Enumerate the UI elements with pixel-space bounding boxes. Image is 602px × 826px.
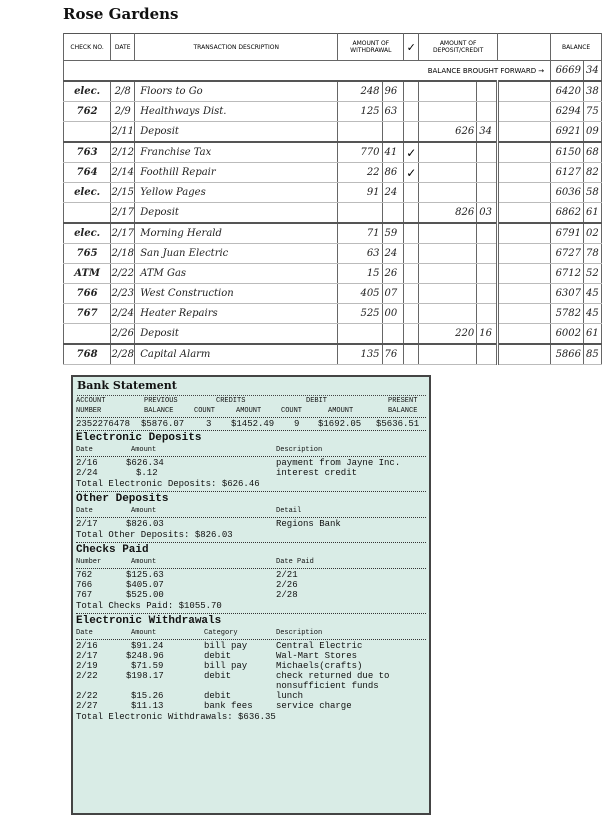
deposit-dollars-cell bbox=[419, 81, 477, 102]
check-mark-cell bbox=[404, 264, 419, 284]
date-cell: 2/14 bbox=[111, 163, 135, 183]
column-header-row bbox=[76, 628, 426, 638]
check-number-cell: elec. bbox=[64, 81, 111, 102]
spacer-cell bbox=[498, 102, 551, 122]
withdrawal-category: debit bbox=[204, 691, 232, 701]
balance-cents-cell: 75 bbox=[584, 102, 602, 122]
date-cell: 2/11 bbox=[111, 122, 135, 143]
balance-dollars-cell: 6727 bbox=[551, 244, 584, 264]
check-number-cell bbox=[64, 122, 111, 143]
withdrawal-dollars-cell: 770 bbox=[338, 142, 382, 163]
page-title: Rose Gardens bbox=[63, 5, 179, 23]
deposit-dollars-cell: 220 bbox=[419, 324, 477, 345]
total-electronic-deposits: Total Electronic Deposits: $626.46 bbox=[76, 479, 260, 489]
check-number-cell bbox=[64, 324, 111, 345]
table-row bbox=[64, 284, 602, 304]
table-row bbox=[64, 324, 602, 345]
check-number: 766 bbox=[76, 580, 93, 590]
check-number-cell: elec. bbox=[64, 183, 111, 203]
withdrawal-amount: $198.17 bbox=[126, 671, 164, 681]
withdrawal-amount: $248.96 bbox=[126, 651, 164, 661]
spacer-cell bbox=[498, 344, 551, 365]
electronic-withdrawals-heading: Electronic Withdrawals bbox=[76, 615, 222, 627]
withdrawal-cents-cell bbox=[382, 203, 404, 224]
check-number-cell: ATM bbox=[64, 264, 111, 284]
withdrawal-dollars-cell: 63 bbox=[338, 244, 382, 264]
check-mark-cell bbox=[404, 183, 419, 203]
list-item bbox=[76, 651, 426, 661]
withdrawal-dollars-cell: 71 bbox=[338, 223, 382, 244]
list-item bbox=[76, 661, 426, 671]
spacer-cell bbox=[498, 142, 551, 163]
balance-dollars-cell: 6862 bbox=[551, 203, 584, 224]
balance-cents-cell: 02 bbox=[584, 223, 602, 244]
deposit-dollars-cell bbox=[419, 102, 477, 122]
spacer-cell bbox=[498, 244, 551, 264]
check-number-cell: 763 bbox=[64, 142, 111, 163]
check-number-cell bbox=[64, 203, 111, 224]
deposit-amount: $626.34 bbox=[126, 458, 164, 468]
date-cell: 2/12 bbox=[111, 142, 135, 163]
date-cell: 2/8 bbox=[111, 81, 135, 102]
deposit-dollars-cell bbox=[419, 264, 477, 284]
list-item bbox=[76, 641, 426, 651]
withdrawal-cents-cell: 96 bbox=[382, 81, 404, 102]
total-other-deposits: Total Other Deposits: $826.03 bbox=[76, 530, 233, 540]
deposit-dollars-cell bbox=[419, 244, 477, 264]
check-mark-cell bbox=[404, 244, 419, 264]
description-cell: Floors to Go bbox=[135, 81, 338, 102]
column-header: Description bbox=[276, 446, 323, 454]
summary-header-1 bbox=[76, 396, 426, 406]
list-item bbox=[76, 519, 426, 529]
table-row bbox=[64, 142, 602, 163]
date-cell: 2/22 bbox=[111, 264, 135, 284]
table-row bbox=[64, 304, 602, 324]
debit-count: 9 bbox=[294, 419, 300, 429]
deposit-cents-cell bbox=[477, 284, 498, 304]
column-header: Date bbox=[76, 507, 93, 515]
withdrawal-cents-cell: 00 bbox=[382, 304, 404, 324]
balance-dollars-cell: 6791 bbox=[551, 223, 584, 244]
check-mark-cell bbox=[404, 223, 419, 244]
description-cell: Heater Repairs bbox=[135, 304, 338, 324]
summary-header: COUNT bbox=[281, 407, 303, 415]
balance-cents: 34 bbox=[584, 61, 602, 82]
summary-header: PRESENT bbox=[388, 397, 418, 405]
balance-cents-cell: 82 bbox=[584, 163, 602, 183]
column-header: Number bbox=[76, 558, 102, 566]
column-header: Amount bbox=[131, 446, 157, 454]
header-balance: BALANCE bbox=[551, 34, 602, 61]
check-mark-cell bbox=[404, 284, 419, 304]
table-row bbox=[64, 81, 602, 102]
summary-header: AMOUNT bbox=[328, 407, 354, 415]
spacer-cell bbox=[498, 122, 551, 143]
check-number-cell: 764 bbox=[64, 163, 111, 183]
divider bbox=[76, 568, 426, 569]
divider bbox=[76, 542, 426, 543]
description-cell: Franchise Tax bbox=[135, 142, 338, 163]
column-header: Detail bbox=[276, 507, 302, 515]
balance-cents-cell: 85 bbox=[584, 344, 602, 365]
spacer-cell bbox=[498, 264, 551, 284]
withdrawal-description-cont: nonsufficient funds bbox=[276, 681, 379, 691]
withdrawal-description: Central Electric bbox=[276, 641, 363, 651]
deposit-dollars-cell bbox=[419, 223, 477, 244]
check-date-paid: 2/21 bbox=[276, 570, 298, 580]
column-header: Date Paid bbox=[276, 558, 314, 566]
withdrawal-date: 2/16 bbox=[76, 641, 98, 651]
withdrawal-description: Michaels(crafts) bbox=[276, 661, 363, 671]
check-number-cell: 767 bbox=[64, 304, 111, 324]
withdrawal-cents-cell: 07 bbox=[382, 284, 404, 304]
balance-cents-cell: 78 bbox=[584, 244, 602, 264]
date-cell: 2/28 bbox=[111, 344, 135, 365]
description-cell: San Juan Electric bbox=[135, 244, 338, 264]
column-header: Amount bbox=[131, 558, 157, 566]
withdrawal-cents-cell: 59 bbox=[382, 223, 404, 244]
deposit-description: interest credit bbox=[276, 468, 358, 478]
withdrawal-cents-cell bbox=[382, 122, 404, 143]
present-balance: $5636.51 bbox=[376, 419, 420, 429]
withdrawal-cents-cell bbox=[382, 324, 404, 345]
summary-header: BALANCE bbox=[388, 407, 418, 415]
list-item bbox=[76, 458, 426, 468]
withdrawal-cents-cell: 63 bbox=[382, 102, 404, 122]
deposit-cents-cell bbox=[477, 304, 498, 324]
deposit-dollars-cell bbox=[419, 344, 477, 365]
check-mark-cell: ✓ bbox=[404, 142, 419, 163]
list-item bbox=[76, 671, 426, 691]
spacer-cell bbox=[498, 223, 551, 244]
summary-header: NUMBER bbox=[76, 407, 102, 415]
spacer-cell bbox=[498, 324, 551, 345]
withdrawal-category: debit bbox=[204, 671, 232, 681]
divider bbox=[76, 491, 426, 492]
check-number: 767 bbox=[76, 590, 93, 600]
deposit-cents-cell: 16 bbox=[477, 324, 498, 345]
description-cell: Deposit bbox=[135, 203, 338, 224]
withdrawal-description: service charge bbox=[276, 701, 352, 711]
withdrawal-dollars-cell: 248 bbox=[338, 81, 382, 102]
summary-header: PREVIOUS bbox=[144, 397, 178, 405]
deposit-dollars-cell: 826 bbox=[419, 203, 477, 224]
header-description: TRANSACTION DESCRIPTION bbox=[135, 34, 338, 61]
date-cell: 2/24 bbox=[111, 304, 135, 324]
header-deposit: AMOUNT OF DEPOSIT/CREDIT bbox=[419, 34, 498, 61]
balance-dollars-cell: 6150 bbox=[551, 142, 584, 163]
debit-amount: $1692.05 bbox=[318, 419, 362, 429]
check-number-cell: 762 bbox=[64, 102, 111, 122]
withdrawal-dollars-cell bbox=[338, 324, 382, 345]
credit-amount: $1452.49 bbox=[231, 419, 275, 429]
deposit-dollars-cell bbox=[419, 142, 477, 163]
withdrawal-category: bill pay bbox=[204, 661, 248, 671]
account-number: 2352276478 bbox=[76, 419, 131, 429]
withdrawal-cents-cell: 24 bbox=[382, 244, 404, 264]
statement-title: Bank Statement bbox=[77, 379, 426, 396]
table-row bbox=[64, 244, 602, 264]
deposit-date: 2/17 bbox=[76, 519, 98, 529]
deposit-cents-cell bbox=[477, 223, 498, 244]
divider bbox=[76, 456, 426, 457]
date-cell: 2/17 bbox=[111, 203, 135, 224]
date-cell: 2/15 bbox=[111, 183, 135, 203]
check-amount: $125.63 bbox=[126, 570, 164, 580]
description-cell: Morning Herald bbox=[135, 223, 338, 244]
withdrawal-amount: $15.26 bbox=[131, 691, 164, 701]
deposit-dollars-cell bbox=[419, 183, 477, 203]
header-spacer bbox=[498, 34, 551, 61]
deposit-detail: Regions Bank bbox=[276, 519, 341, 529]
deposit-description: payment from Jayne Inc. bbox=[276, 458, 401, 468]
check-number-cell: elec. bbox=[64, 223, 111, 244]
balance-cents-cell: 38 bbox=[584, 81, 602, 102]
check-mark-cell bbox=[404, 122, 419, 143]
deposit-cents-cell bbox=[477, 244, 498, 264]
deposit-cents-cell bbox=[477, 183, 498, 203]
divider bbox=[76, 430, 426, 431]
withdrawal-dollars-cell: 15 bbox=[338, 264, 382, 284]
header-check-mark: ✓ bbox=[404, 34, 419, 61]
description-cell: Healthways Dist. bbox=[135, 102, 338, 122]
summary-header: CREDITS bbox=[216, 397, 246, 405]
header-check-no: CHECK NO. bbox=[64, 34, 111, 61]
withdrawal-dollars-cell: 405 bbox=[338, 284, 382, 304]
other-deposits-heading: Other Deposits bbox=[76, 493, 169, 505]
table-row bbox=[64, 344, 602, 365]
summary-header: ACCOUNT bbox=[76, 397, 106, 405]
table-row bbox=[64, 264, 602, 284]
withdrawal-dollars-cell bbox=[338, 122, 382, 143]
spacer-cell bbox=[498, 284, 551, 304]
description-cell: West Construction bbox=[135, 284, 338, 304]
withdrawal-cents-cell: 26 bbox=[382, 264, 404, 284]
balance-cents-cell: 09 bbox=[584, 122, 602, 143]
date-cell: 2/23 bbox=[111, 284, 135, 304]
table-row bbox=[64, 203, 602, 224]
balance-dollars-cell: 6712 bbox=[551, 264, 584, 284]
spacer-cell bbox=[498, 183, 551, 203]
withdrawal-dollars-cell: 135 bbox=[338, 344, 382, 365]
withdrawal-amount: $91.24 bbox=[131, 641, 164, 651]
total-checks-paid: Total Checks Paid: $1055.70 bbox=[76, 601, 222, 611]
balance-cents-cell: 58 bbox=[584, 183, 602, 203]
balance-cents-cell: 52 bbox=[584, 264, 602, 284]
deposit-date: 2/16 bbox=[76, 458, 98, 468]
withdrawal-cents-cell: 41 bbox=[382, 142, 404, 163]
list-item bbox=[76, 691, 426, 701]
summary-header: BALANCE bbox=[144, 407, 174, 415]
column-header: Amount bbox=[131, 629, 157, 637]
balance-cents-cell: 45 bbox=[584, 284, 602, 304]
table-row bbox=[64, 102, 602, 122]
withdrawal-date: 2/27 bbox=[76, 701, 98, 711]
withdrawal-description: lunch bbox=[276, 691, 304, 701]
balance-cents-cell: 61 bbox=[584, 203, 602, 224]
check-mark-cell bbox=[404, 81, 419, 102]
deposit-cents-cell: 34 bbox=[477, 122, 498, 143]
deposit-dollars-cell: 626 bbox=[419, 122, 477, 143]
table-row bbox=[64, 183, 602, 203]
balance-dollars-cell: 6294 bbox=[551, 102, 584, 122]
withdrawal-date: 2/17 bbox=[76, 651, 98, 661]
list-item bbox=[76, 590, 426, 600]
divider bbox=[76, 613, 426, 614]
check-register bbox=[63, 33, 602, 365]
withdrawal-dollars-cell: 22 bbox=[338, 163, 382, 183]
brought-forward-label: BALANCE BROUGHT FORWARD → bbox=[64, 61, 551, 82]
withdrawal-description: check returned due to bbox=[276, 671, 390, 681]
withdrawal-dollars-cell bbox=[338, 203, 382, 224]
column-header: Category bbox=[204, 629, 238, 637]
column-header-row bbox=[76, 557, 426, 567]
description-cell: ATM Gas bbox=[135, 264, 338, 284]
deposit-dollars-cell bbox=[419, 304, 477, 324]
table-row bbox=[64, 223, 602, 244]
register-header-row bbox=[64, 34, 602, 61]
withdrawal-category: bill pay bbox=[204, 641, 248, 651]
brought-forward-row bbox=[64, 61, 602, 82]
check-date-paid: 2/28 bbox=[276, 590, 298, 600]
balance-dollars-cell: 6127 bbox=[551, 163, 584, 183]
column-header: Date bbox=[76, 629, 93, 637]
spacer-cell bbox=[498, 81, 551, 102]
previous-balance: $5876.07 bbox=[141, 419, 185, 429]
table-row bbox=[64, 122, 602, 143]
column-header-row bbox=[76, 445, 426, 455]
deposit-amount: $826.03 bbox=[126, 519, 164, 529]
balance-dollars-cell: 5866 bbox=[551, 344, 584, 365]
description-cell: Capital Alarm bbox=[135, 344, 338, 365]
description-cell: Deposit bbox=[135, 122, 338, 143]
date-cell: 2/18 bbox=[111, 244, 135, 264]
description-cell: Foothill Repair bbox=[135, 163, 338, 183]
date-cell: 2/26 bbox=[111, 324, 135, 345]
deposit-date: 2/24 bbox=[76, 468, 98, 478]
column-header: Amount bbox=[131, 507, 157, 515]
divider bbox=[76, 417, 426, 418]
deposit-cents-cell bbox=[477, 264, 498, 284]
withdrawal-date: 2/22 bbox=[76, 671, 98, 681]
withdrawal-dollars-cell: 525 bbox=[338, 304, 382, 324]
balance-dollars-cell: 6420 bbox=[551, 81, 584, 102]
withdrawal-category: bank fees bbox=[204, 701, 253, 711]
check-number: 762 bbox=[76, 570, 93, 580]
deposit-dollars-cell bbox=[419, 163, 477, 183]
withdrawal-dollars-cell: 125 bbox=[338, 102, 382, 122]
deposit-dollars-cell bbox=[419, 284, 477, 304]
check-mark-cell bbox=[404, 344, 419, 365]
total-electronic-withdrawals: Total Electronic Withdrawals: $636.35 bbox=[76, 712, 276, 722]
summary-row bbox=[76, 419, 426, 429]
check-mark-cell bbox=[404, 324, 419, 345]
spacer-cell bbox=[498, 203, 551, 224]
deposit-cents-cell: 03 bbox=[477, 203, 498, 224]
withdrawal-category: debit bbox=[204, 651, 232, 661]
bank-statement bbox=[71, 375, 431, 815]
summary-header: COUNT bbox=[194, 407, 216, 415]
check-mark-cell bbox=[404, 304, 419, 324]
deposit-cents-cell bbox=[477, 102, 498, 122]
balance-dollars-cell: 6307 bbox=[551, 284, 584, 304]
balance-dollars-cell: 6002 bbox=[551, 324, 584, 345]
check-number-cell: 766 bbox=[64, 284, 111, 304]
balance-cents-cell: 68 bbox=[584, 142, 602, 163]
spacer-cell bbox=[498, 304, 551, 324]
divider bbox=[76, 639, 426, 640]
withdrawal-cents-cell: 76 bbox=[382, 344, 404, 365]
check-mark-cell: ✓ bbox=[404, 163, 419, 183]
column-header: Description bbox=[276, 629, 323, 637]
deposit-cents-cell bbox=[477, 163, 498, 183]
date-cell: 2/17 bbox=[111, 223, 135, 244]
credit-count: 3 bbox=[206, 419, 212, 429]
deposit-cents-cell bbox=[477, 142, 498, 163]
withdrawal-cents-cell: 86 bbox=[382, 163, 404, 183]
withdrawal-amount: $71.59 bbox=[131, 661, 164, 671]
balance-dollars-cell: 6036 bbox=[551, 183, 584, 203]
table-row bbox=[64, 163, 602, 183]
header-date: DATE bbox=[111, 34, 135, 61]
summary-header: DEBIT bbox=[306, 397, 328, 405]
checks-paid-heading: Checks Paid bbox=[76, 544, 149, 556]
withdrawal-date: 2/19 bbox=[76, 661, 98, 671]
withdrawal-date: 2/22 bbox=[76, 691, 98, 701]
description-cell: Yellow Pages bbox=[135, 183, 338, 203]
deposit-amount: $.12 bbox=[136, 468, 158, 478]
check-date-paid: 2/26 bbox=[276, 580, 298, 590]
electronic-deposits-heading: Electronic Deposits bbox=[76, 432, 202, 444]
list-item bbox=[76, 468, 426, 478]
check-mark-cell bbox=[404, 203, 419, 224]
header-withdrawal: AMOUNT OF WITHDRAWAL bbox=[338, 34, 404, 61]
summary-header: AMOUNT bbox=[236, 407, 262, 415]
check-amount: $405.07 bbox=[126, 580, 164, 590]
summary-header-2 bbox=[76, 406, 426, 416]
spacer-cell bbox=[498, 163, 551, 183]
description-cell: Deposit bbox=[135, 324, 338, 345]
column-header-row bbox=[76, 506, 426, 516]
deposit-cents-cell bbox=[477, 344, 498, 365]
balance-dollars-cell: 5782 bbox=[551, 304, 584, 324]
list-item bbox=[76, 580, 426, 590]
withdrawal-description: Wal-Mart Stores bbox=[276, 651, 358, 661]
withdrawal-cents-cell: 24 bbox=[382, 183, 404, 203]
balance-cents-cell: 45 bbox=[584, 304, 602, 324]
withdrawal-amount: $11.13 bbox=[131, 701, 164, 711]
list-item bbox=[76, 570, 426, 580]
list-item bbox=[76, 701, 426, 711]
check-number-cell: 765 bbox=[64, 244, 111, 264]
check-mark-cell bbox=[404, 102, 419, 122]
column-header: Date bbox=[76, 446, 93, 454]
deposit-cents-cell bbox=[477, 81, 498, 102]
balance-dollars-cell: 6921 bbox=[551, 122, 584, 143]
check-number-cell: 768 bbox=[64, 344, 111, 365]
date-cell: 2/9 bbox=[111, 102, 135, 122]
balance-dollars: 6669 bbox=[551, 61, 584, 82]
check-amount: $525.00 bbox=[126, 590, 164, 600]
withdrawal-dollars-cell: 91 bbox=[338, 183, 382, 203]
balance-cents-cell: 61 bbox=[584, 324, 602, 345]
divider bbox=[76, 517, 426, 518]
